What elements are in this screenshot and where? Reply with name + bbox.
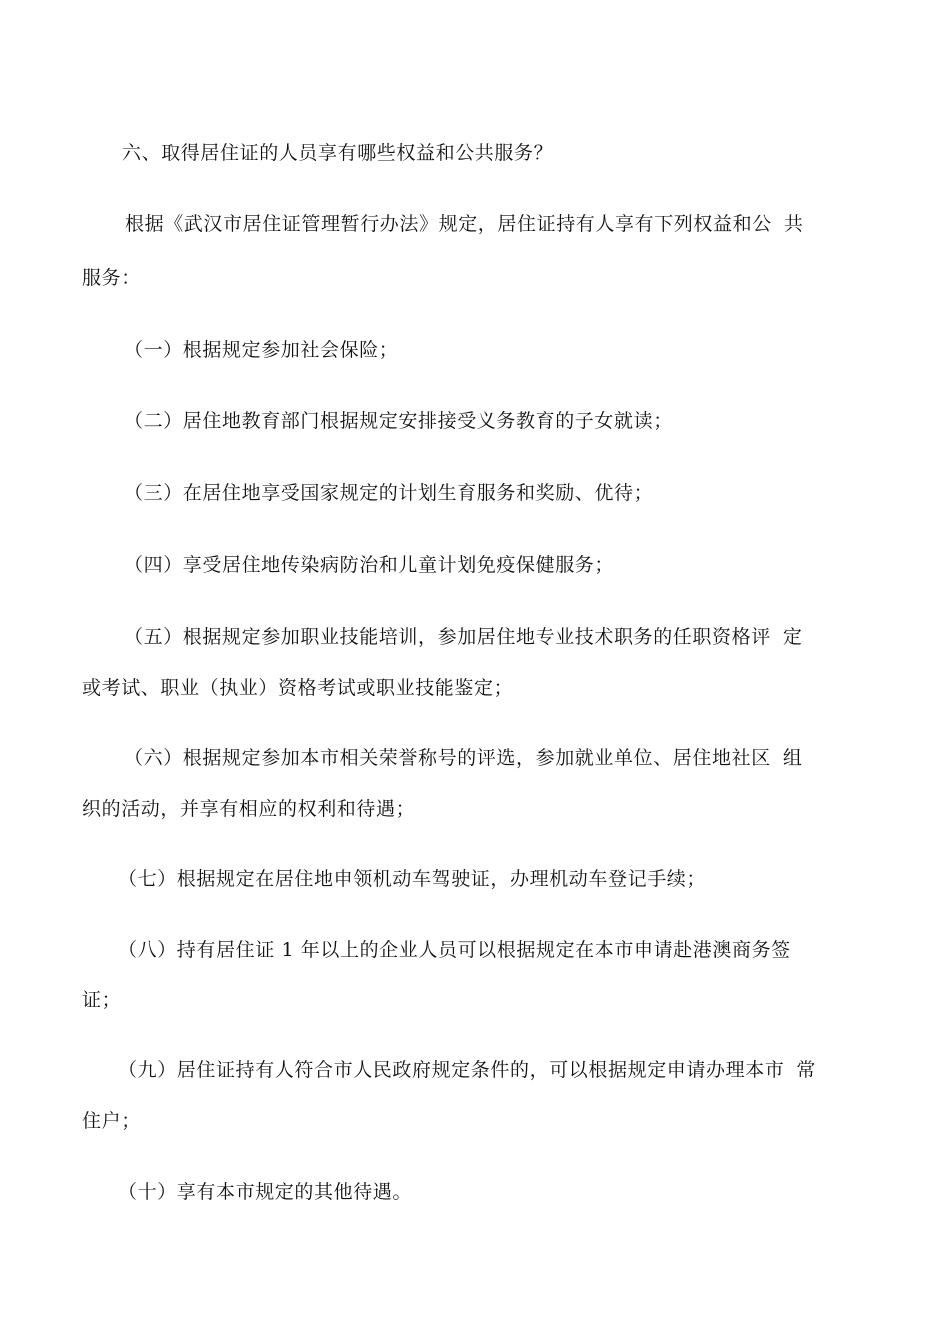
list-item-9-line-1: [118, 1058, 816, 1082]
list-item-1: （一）根据规定参加社会保险；: [124, 339, 399, 361]
list-item-4: （四）享受居住地传染病防治和儿童计划免疫保健服务；: [124, 554, 615, 576]
intro-paragraph-line-1: [125, 212, 803, 236]
list-item-8-line-1: （八）持有居住证 1 年以上的企业人员可以根据规定在本市申请赴港澳商务签: [118, 939, 791, 961]
list-item-10: （十）享有本市规定的其他待遇。: [118, 1181, 413, 1203]
section-heading: 六、取得居住证的人员享有哪些权益和公共服务？: [122, 142, 554, 164]
list-item-5-line-1: [124, 625, 802, 649]
list-item-7: （七）根据规定在居住地申领机动车驾驶证，办理机动车登记手续；: [118, 868, 707, 890]
list-item-5-text-tail: 定: [782, 626, 803, 648]
list-item-6-text-tail: 组: [782, 747, 803, 769]
list-item-6-line-1: [124, 746, 802, 770]
list-item-5-line-2: 或考试、职业（执业）资格考试或职业技能鉴定；: [82, 677, 514, 699]
list-item-5-text: （五）根据规定参加职业技能培训，参加居住地专业技术职务的任职资格评: [124, 626, 771, 648]
intro-text: 根据《武汉市居住证管理暂行办法》规定，居住证持有人享有下列权益和公: [125, 213, 772, 235]
list-item-6-line-2: 织的活动，并享有相应的权利和待遇；: [82, 798, 416, 820]
list-item-6-text: （六）根据规定参加本市相关荣誉称号的评选，参加就业单位、居住地社区: [124, 747, 771, 769]
list-item-3: （三）在居住地享受国家规定的计划生育服务和奖励、优待；: [124, 482, 654, 504]
list-item-9-line-2: 住户；: [82, 1110, 141, 1132]
list-item-8-line-2: 证；: [82, 989, 122, 1011]
intro-paragraph-line-2: 服务：: [82, 267, 141, 289]
list-item-2: （二）居住地教育部门根据规定安排接受义务教育的子女就读；: [124, 410, 673, 432]
intro-text-tail: 共: [783, 213, 804, 235]
list-item-9-text: （九）居住证持有人符合市人民政府规定条件的，可以根据规定申请办理本市: [118, 1059, 785, 1081]
list-item-9-text-tail: 常: [796, 1059, 817, 1081]
